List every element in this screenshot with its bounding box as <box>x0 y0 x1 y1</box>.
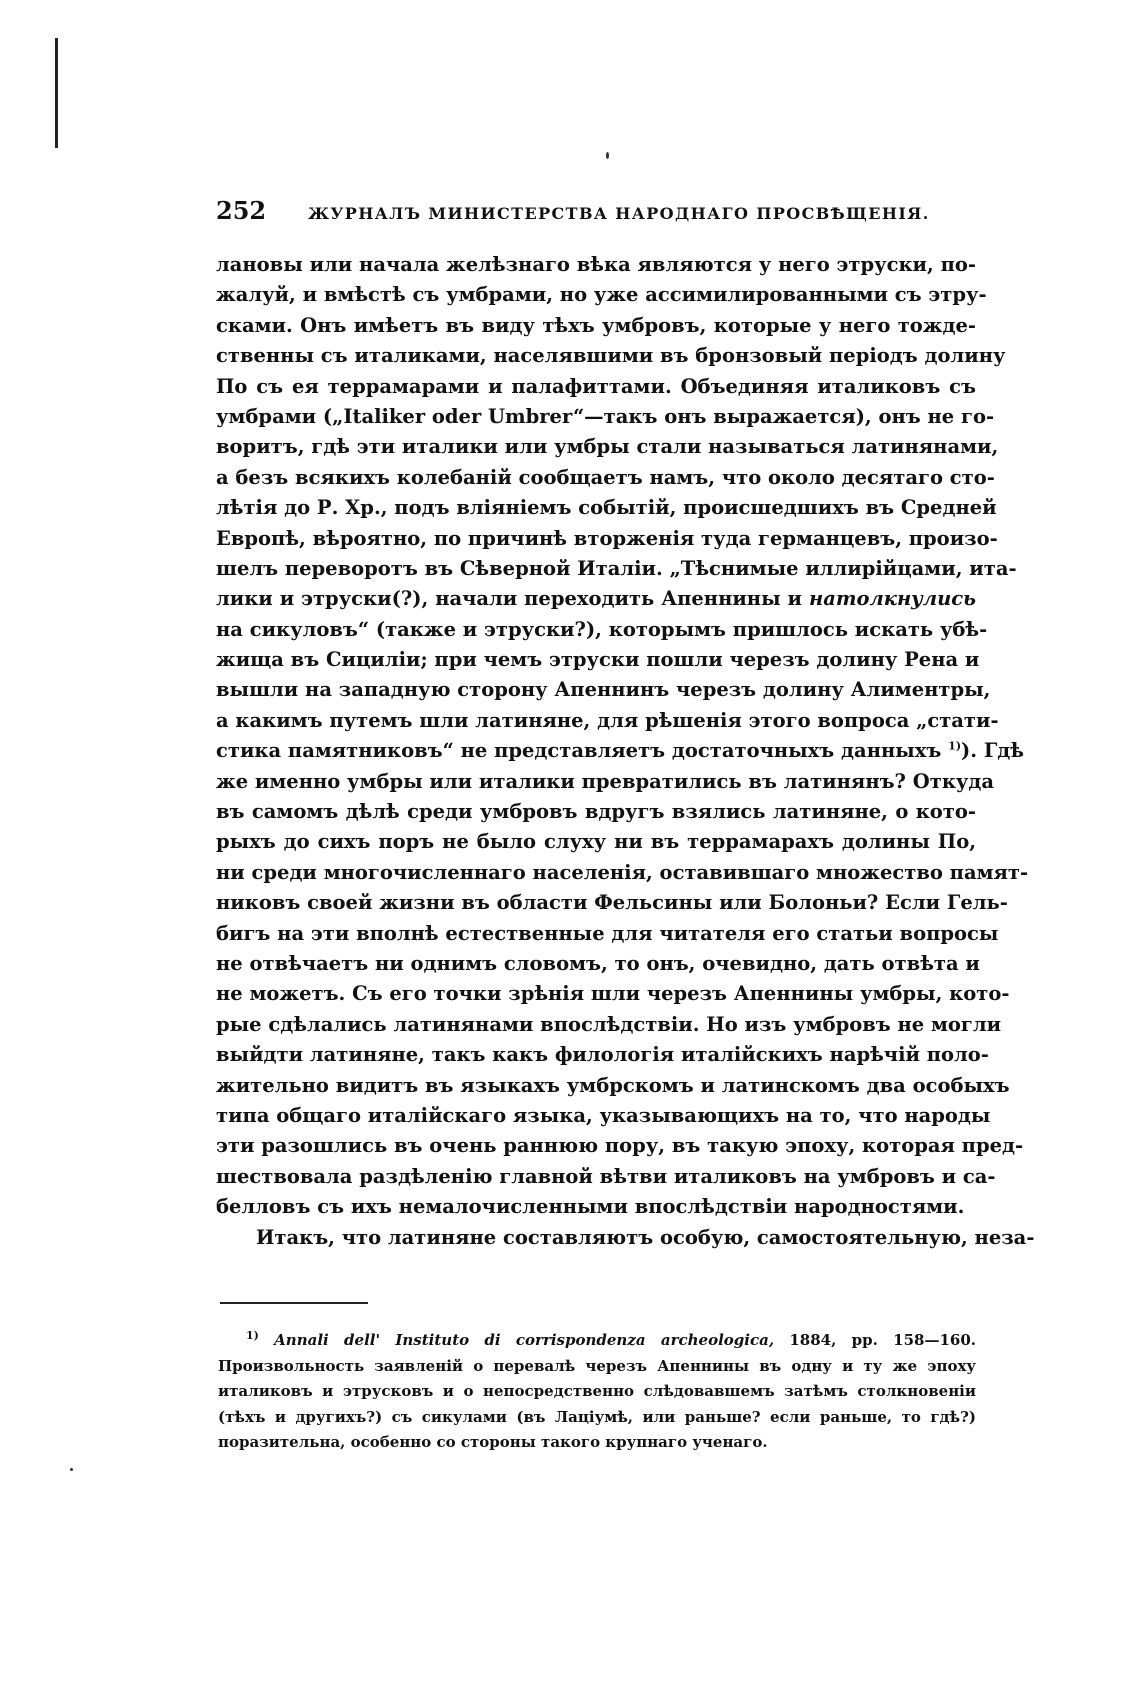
footnote-marker: 1) <box>246 1329 259 1342</box>
text-line: Европѣ, вѣроятно, по причинѣ вторженія туда германцевъ, произо- <box>216 526 998 550</box>
text-line: на сикуловъ“ (также и этруски?), которымъ пришлось искать убѣ- <box>216 617 988 641</box>
journal-title: ЖУРНАЛЪ МИНИСТЕРСТВА НАРОДНАГО ПРОСВѢЩЕНІЯ. <box>308 204 930 223</box>
footnote-line: поразительна, особенно со стороны такого крупнаго ученаго. <box>218 1433 768 1451</box>
text-line: типа общаго италійскаго языка, указывающихъ на то, что народы <box>216 1103 991 1127</box>
text-line: никовъ своей жизни въ области Фельсины или Болоньи? Если Гель- <box>216 891 1008 915</box>
text-line: выйдти латиняне, такъ какъ филологія италійскихъ нарѣчій поло- <box>216 1043 989 1067</box>
text-line: вышли на западную сторону Апеннинъ черезъ долину Алиментры, <box>216 678 991 702</box>
text-line: рыхъ до сихъ поръ не было слуху ни въ террамарахъ долины По, <box>216 830 976 854</box>
scan-speck <box>70 1468 73 1471</box>
footnote-line: Произвольность заявленій о перевалѣ черезъ Апеннины въ одну и ту же эпоху <box>218 1356 976 1375</box>
text-line: По съ ея террамарами и палафиттами. Объединяя италиковъ съ <box>216 374 976 398</box>
footnote-source-title: Annali dell' Instituto di corrispondenza archeologica, <box>274 1331 775 1349</box>
text-line: шелъ переворотъ въ Сѣверной Италіи. „Тѣснимые иллирійцами, ита- <box>216 556 1017 580</box>
text-segment: ). Гдѣ <box>961 739 1025 763</box>
footnote <box>218 1328 976 1456</box>
footnote-line: италиковъ и этрусковъ и о непосредственно слѣдовавшемъ затѣмъ столкновеніи <box>218 1382 976 1400</box>
running-head <box>216 196 976 226</box>
text-line: не отвѣчаетъ ни однимъ словомъ, то онъ, очевидно, дать отвѣта и <box>216 951 980 975</box>
page-number: 252 <box>216 196 267 225</box>
text-line: шествовала раздѣленію главной вѣтви италиковъ на умбровъ и са- <box>216 1164 996 1188</box>
text-line: жища въ Сициліи; при чемъ этруски пошли черезъ долину Рена и <box>216 648 980 672</box>
text-line: а какимъ путемъ шли латиняне, для рѣшенія этого вопроса „стати- <box>216 708 999 732</box>
text-line <box>216 736 1025 766</box>
text-line: лѣтія до Р. Хр., подъ вліяніемъ событій, происшедшихъ въ Средней <box>216 496 997 520</box>
text-line: сками. Онъ имѣетъ въ виду тѣхъ умбровъ, которые у него тожде- <box>216 313 976 337</box>
main-text <box>216 250 1035 1253</box>
text-line <box>216 584 976 614</box>
text-line: белловъ съ ихъ немалочисленными впослѣдствіи народностями. <box>216 1195 965 1219</box>
footnote-line <box>218 1328 976 1354</box>
footnote-source-details: 1884, pp. 158—160. <box>789 1331 976 1349</box>
text-line: же именно умбры или италики превратились въ латинянъ? Откуда <box>216 769 995 793</box>
text-line: въ самомъ дѣлѣ среди умбровъ вдругъ взялись латиняне, о кото- <box>216 800 976 824</box>
text-line: не можетъ. Съ его точки зрѣнія шли черезъ Апеннины умбры, кото- <box>216 982 1010 1006</box>
text-line: жалуй, и вмѣстѣ съ умбрами, но уже ассимилированными съ этру- <box>216 283 987 307</box>
scan-speck <box>606 152 609 159</box>
text-line: Итакъ, что латиняне составляютъ особую, самостоятельную, неза- <box>256 1225 1035 1249</box>
italic-phrase: натолкнулись <box>808 587 977 611</box>
text-line: а безъ всякихъ колебаній сообщаетъ намъ, что около десятаго сто- <box>216 465 995 489</box>
text-line: эти разошлись въ очень раннюю пору, въ такую эпоху, которая пред- <box>216 1134 1024 1158</box>
text-line: жительно видитъ въ языкахъ умбрскомъ и латинскомъ два особыхъ <box>216 1073 1010 1097</box>
text-line: бигъ на эти вполнѣ естественные для читателя его статьи вопросы <box>216 921 999 945</box>
text-segment: стика памятниковъ“ не представляетъ достаточныхъ данныхъ <box>216 739 942 763</box>
footnote-line: (тѣхъ и другихъ?) съ сикулами (въ Лаціумѣ, или раньше? если раньше, то гдѣ?) <box>218 1407 976 1426</box>
scan-edge-mark <box>55 38 58 148</box>
text-line: лановы или начала желѣзнаго вѣка являются у него этруски, по- <box>216 253 976 276</box>
text-line: ни среди многочисленнаго населенія, оставившаго множество памят- <box>216 860 1029 884</box>
text-line: ственны съ италиками, населявшими въ бронзовый періодъ долину <box>216 344 1006 368</box>
text-line: умбрами („Italiker oder Umbrer“—такъ онъ выражается), онъ не го- <box>216 404 995 428</box>
text-segment: лики и этруски(?), начали переходить Апеннины и <box>216 587 803 611</box>
text-line: рые сдѣлались латинянами впослѣдствіи. Но изъ умбровъ не могли <box>216 1012 1002 1036</box>
text-line: воритъ, гдѣ эти италики или умбры стали называться латинянами, <box>216 435 999 459</box>
footnote-rule <box>220 1302 368 1304</box>
footnote-ref: 1) <box>948 739 962 753</box>
